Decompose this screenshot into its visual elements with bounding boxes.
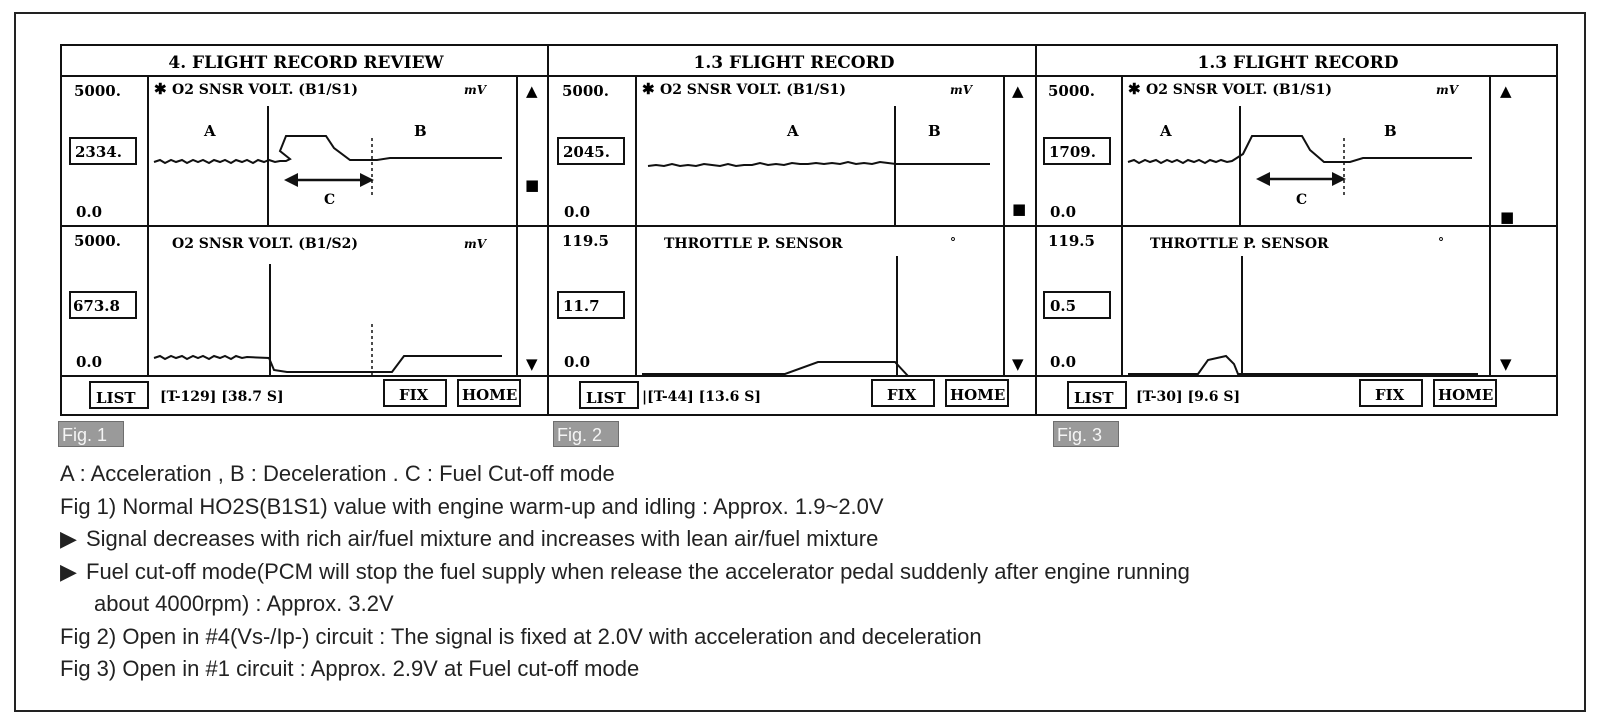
star-icon: ✱ (154, 80, 167, 98)
top-min-value: 0.0 (564, 203, 591, 221)
top-unit: mV (1436, 83, 1459, 97)
home-button-label: HOME (462, 386, 518, 404)
stop-icon[interactable]: ■ (1012, 200, 1027, 218)
fig-label-1: Fig. 1 (58, 421, 124, 447)
fig3-note: Fig 3) Open in #1 circuit : Approx. 2.9V at Fuel cut-off mode (60, 656, 640, 681)
bottom-unit: mV (464, 237, 487, 251)
bullet-item (60, 523, 1560, 556)
star-icon: ✱ (642, 80, 655, 98)
play-icon: ▶ (60, 526, 77, 551)
bottom-sensor-name: O2 SNSR VOLT. (B1/S2) (172, 236, 358, 252)
panel-fig2-svg (550, 46, 1038, 414)
scroll-up-icon[interactable]: ▲ (1500, 82, 1512, 100)
bottom-current-value: 11.7 (563, 297, 600, 315)
throttle-trace (642, 362, 908, 376)
bottom-unit: ° (950, 235, 956, 249)
region-label-b: B (414, 122, 427, 140)
scroll-up-icon[interactable]: ▲ (526, 82, 538, 100)
panel-title: 4. FLIGHT RECORD REVIEW (168, 53, 444, 73)
region-label-b: B (1384, 122, 1397, 140)
arrow-left-head (284, 173, 298, 187)
top-unit: mV (464, 83, 487, 97)
top-max-value: 5000. (562, 82, 609, 100)
legend-line: A : Acceleration , B : Deceleration . C : Fuel Cut-off mode (60, 461, 615, 486)
explanation-notes (60, 458, 1560, 686)
top-min-value: 0.0 (1050, 203, 1077, 221)
top-current-value: 2045. (563, 143, 610, 161)
record-info: [T-30] [9.6 S] (1136, 389, 1241, 405)
list-button-label: LIST (96, 389, 136, 407)
top-current-value: 1709. (1049, 143, 1096, 161)
bottom-min-value: 0.0 (1050, 353, 1077, 371)
stop-icon[interactable]: ■ (525, 176, 540, 194)
region-label-c: C (1296, 192, 1308, 208)
record-info: |[T-44] [13.6 S] (642, 389, 761, 405)
top-max-value: 5000. (1048, 82, 1095, 100)
fix-button-label: FIX (399, 386, 429, 404)
region-label-a: A (787, 122, 799, 140)
region-label-a: A (1160, 122, 1172, 140)
panel-fig2 (550, 46, 1038, 414)
throttle-trace (1128, 356, 1478, 374)
fix-button-label: FIX (887, 386, 917, 404)
stop-icon[interactable]: ■ (1500, 208, 1515, 226)
fig2-note: Fig 2) Open in #4(Vs-/Ip-) circuit : The signal is fixed at 2.0V with acceleration and deceleration (60, 623, 982, 649)
bottom-sensor-name: THROTTLE P. SENSOR (1150, 236, 1329, 252)
top-sensor-name: O2 SNSR VOLT. (B1/S1) (1146, 82, 1332, 98)
star-icon: ✱ (1128, 80, 1141, 98)
bottom-unit: ° (1438, 235, 1444, 249)
top-unit: mV (950, 83, 973, 97)
bottom-current-value: 673.8 (73, 297, 120, 315)
o2-b1s1-trace (1128, 136, 1472, 163)
fig1-note: Fig 1) Normal HO2S(B1S1) value with engine warm-up and idling : Approx. 1.9~2.0V (60, 493, 884, 519)
scroll-down-icon[interactable]: ▼ (1500, 355, 1512, 373)
home-button-label: HOME (950, 386, 1006, 404)
top-current-value: 2334. (75, 143, 122, 161)
region-label-b: B (928, 122, 941, 140)
bullet-continuation: about 4000rpm) : Approx. 3.2V (94, 591, 394, 616)
home-button-label: HOME (1438, 386, 1494, 404)
fix-button-label: FIX (1375, 386, 1405, 404)
bottom-max-value: 119.5 (1048, 232, 1095, 250)
bottom-current-value: 0.5 (1050, 297, 1077, 315)
panel-fig1-svg (62, 46, 550, 414)
bottom-min-value: 0.0 (76, 353, 103, 371)
bottom-max-value: 119.5 (562, 232, 609, 250)
panel-fig3-svg (1038, 46, 1556, 414)
scroll-down-icon[interactable]: ▼ (1012, 355, 1024, 373)
bottom-max-value: 5000. (74, 232, 121, 250)
list-button-label: LIST (1074, 389, 1114, 407)
scan-tool-screens (60, 44, 1558, 416)
panel-fig3 (1038, 46, 1556, 414)
arrow-left-head (1256, 172, 1270, 186)
play-icon: ▶ (60, 558, 77, 584)
top-min-value: 0.0 (76, 203, 103, 221)
bottom-sensor-name: THROTTLE P. SENSOR (664, 236, 843, 252)
region-label-c: C (324, 192, 336, 208)
panel-title: 1.3 FLIGHT RECORD (693, 53, 895, 73)
bottom-min-value: 0.0 (564, 353, 591, 371)
panel-fig1 (62, 46, 550, 414)
list-button-label: LIST (586, 389, 626, 407)
bullet-text: Fuel cut-off mode(PCM will stop the fuel supply when release the accelerator pedal suddenly after engine running (86, 558, 1190, 584)
scroll-down-icon[interactable]: ▼ (526, 355, 538, 373)
top-max-value: 5000. (74, 82, 121, 100)
bullet-text: Signal decreases with rich air/fuel mixture and increases with lean air/fuel mixture (86, 526, 879, 551)
panel-title: 1.3 FLIGHT RECORD (1197, 53, 1399, 73)
top-sensor-name: O2 SNSR VOLT. (B1/S1) (172, 82, 358, 98)
o2-b1s2-trace (154, 356, 502, 372)
region-label-a: A (204, 122, 216, 140)
scroll-up-icon[interactable]: ▲ (1012, 82, 1024, 100)
o2-b1s1-trace (648, 162, 990, 166)
top-sensor-name: O2 SNSR VOLT. (B1/S1) (660, 82, 846, 98)
o2-b1s1-trace (154, 136, 502, 163)
bullet-item (60, 556, 1560, 589)
record-info: [T-129] [38.7 S] (160, 389, 284, 405)
fig-label-3: Fig. 3 (1053, 421, 1119, 447)
fig-label-2: Fig. 2 (553, 421, 619, 447)
